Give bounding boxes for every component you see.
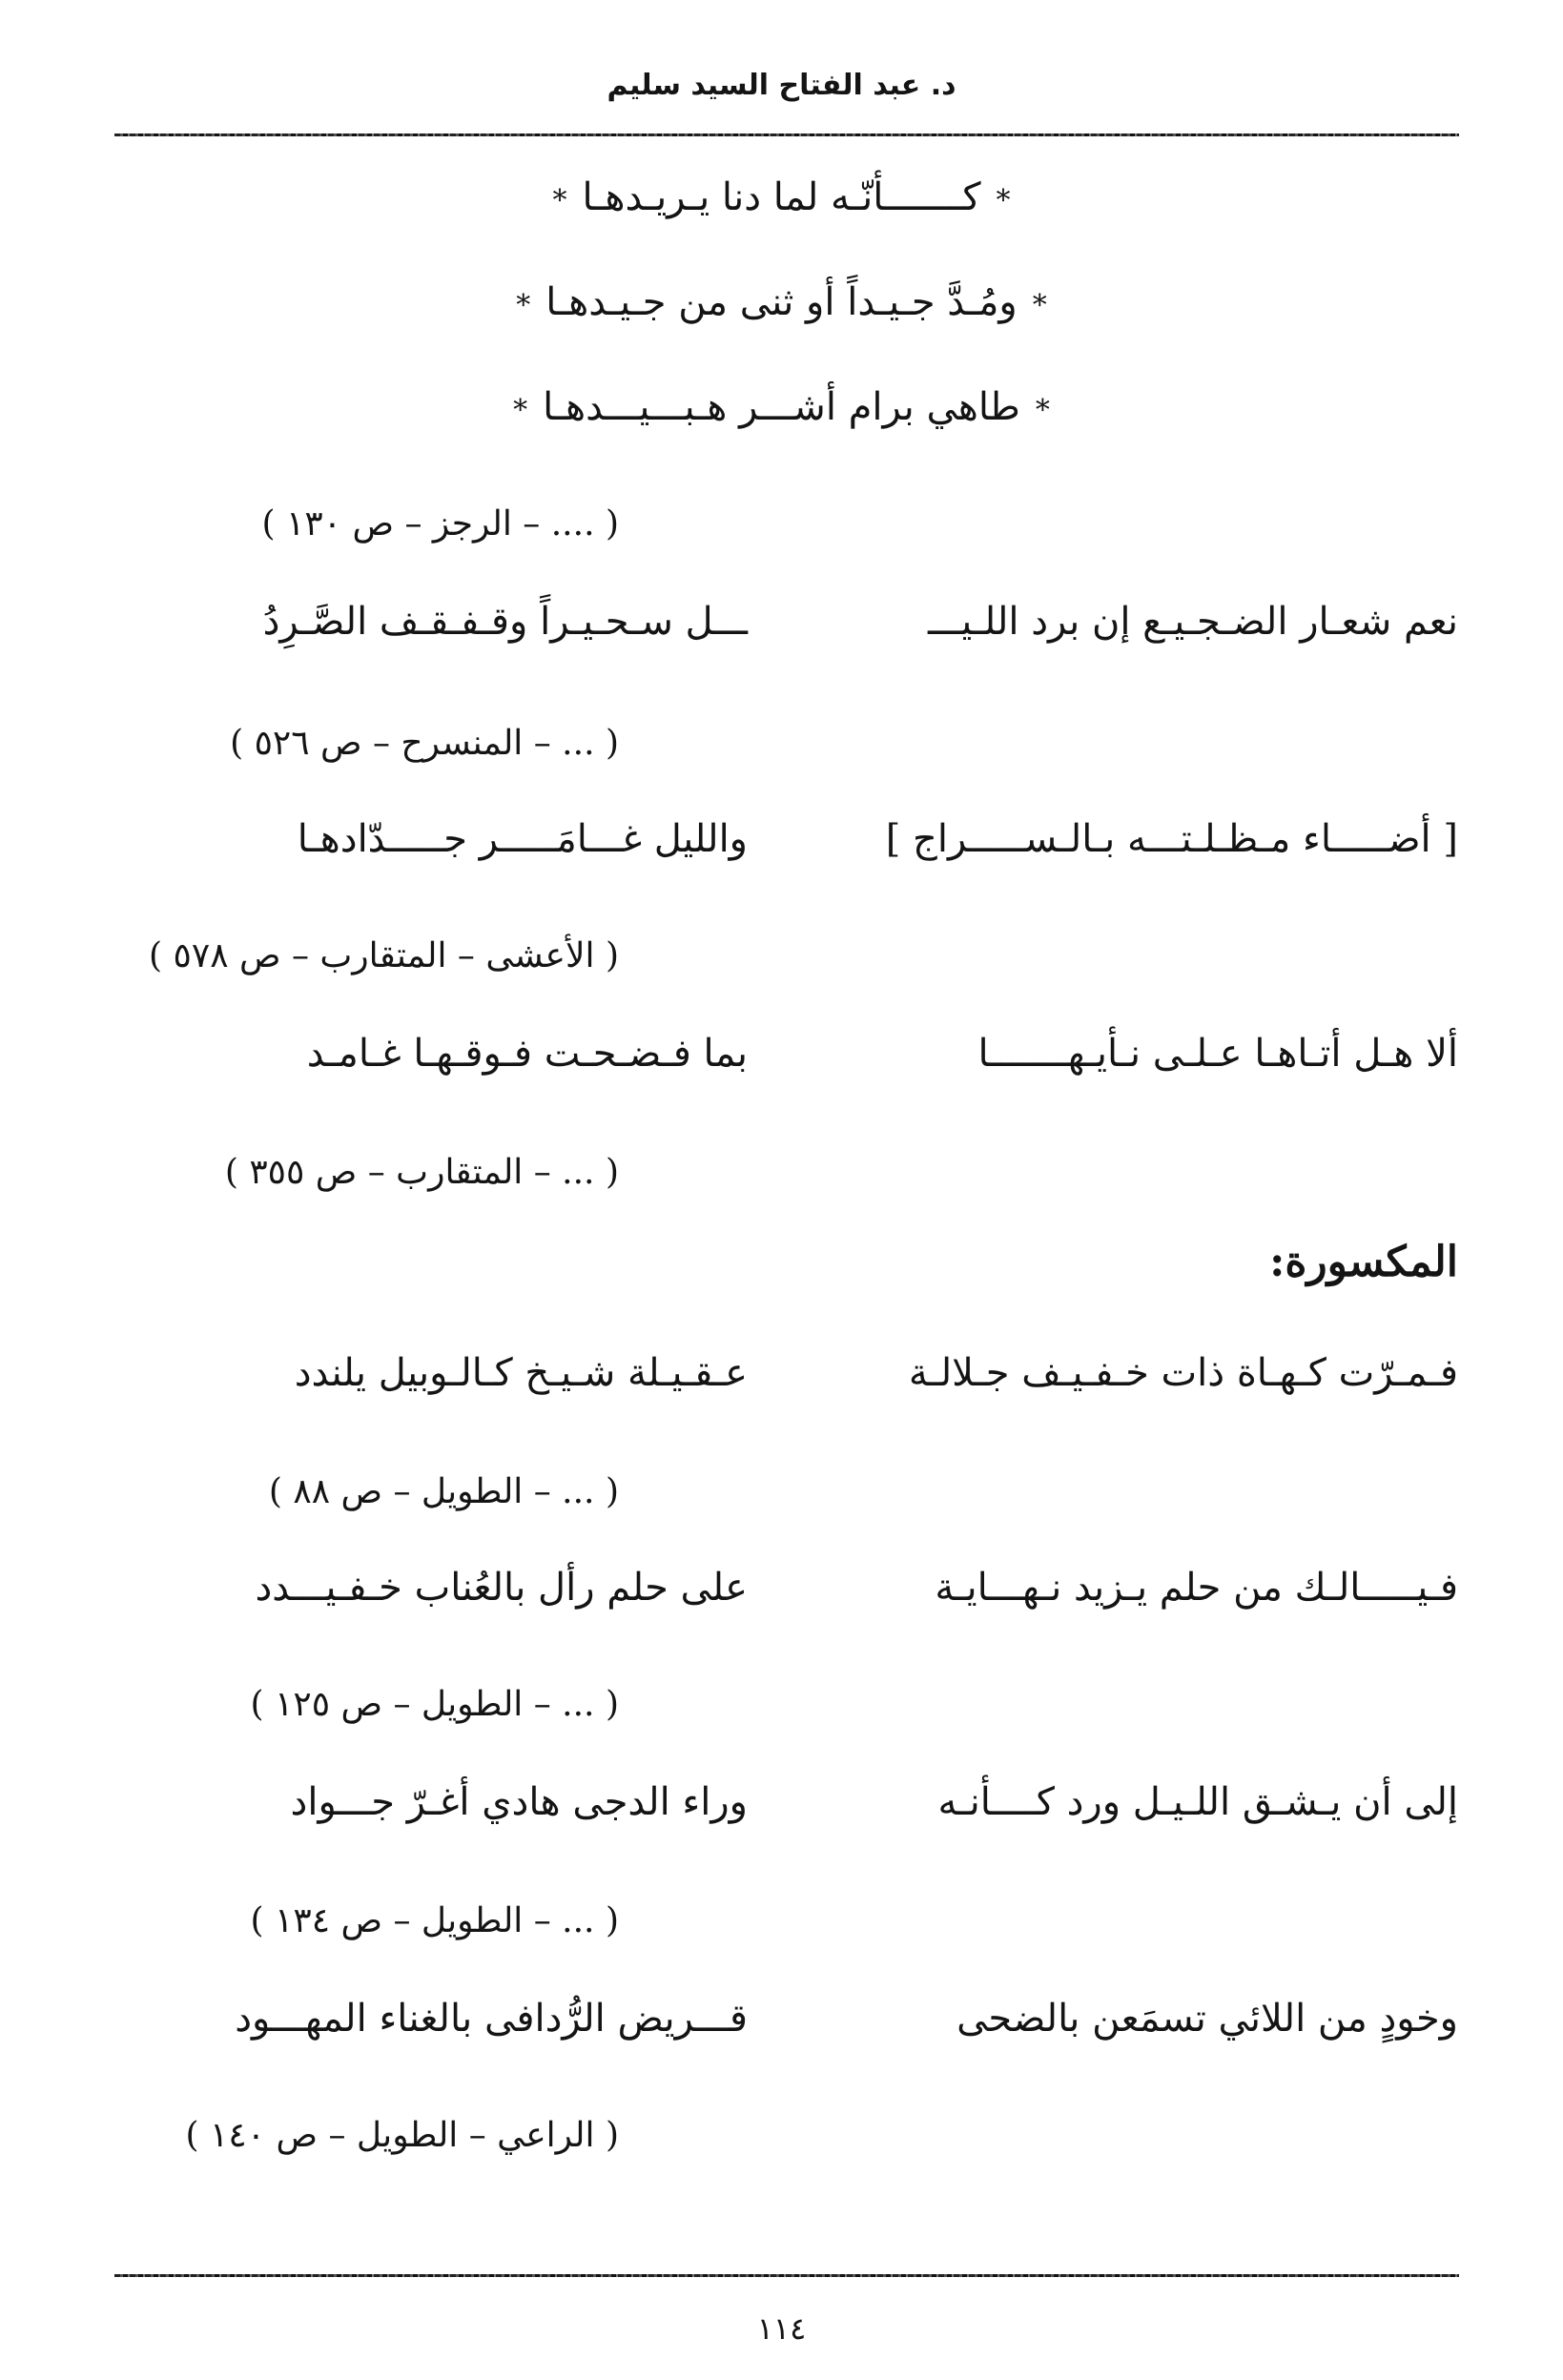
verse-first-hemistich: فـمـرّت كـهـاة ذات خـفـيـف جـلالـة: [908, 1351, 1458, 1395]
verse-second-hemistich: والليل غـــامَـــــر جـــــدّادهـا: [297, 817, 748, 861]
citation: ( الراعي – الطويل – ص ١٤٠ ): [185, 2116, 619, 2155]
header-rule: [114, 133, 1459, 136]
verse-first-hemistich: إلى أن يـشـق اللـيـل ورد كــــأنـه: [937, 1780, 1458, 1824]
star-marker-icon: *: [516, 288, 531, 322]
triplet-line-1: [0, 176, 1563, 218]
running-header-author: د. عبد الفتاح السيد سليم: [607, 69, 956, 102]
verse-second-hemistich: على حلم رأل بالعُناب خـفـيـــدد: [255, 1566, 748, 1610]
verse-first-hemistich: ألا هـل أتـاهـا عـلـى نـأيـهـــــــا: [977, 1032, 1458, 1076]
star-marker-icon: *: [996, 183, 1011, 217]
verse-second-hemistich: قـــريض الرُّدافى بالغناء المهـــود: [235, 1997, 748, 2041]
verse-first-hemistich: نعم شعـار الضـجـيـع إن برد اللـيـــ: [928, 600, 1458, 644]
star-marker-icon: *: [513, 393, 528, 427]
star-marker-icon: *: [552, 183, 567, 217]
triplet-line-3: [0, 386, 1563, 428]
verse-first-hemistich: فـيـــــالـك من حلم يـزيد نـهـــايـة: [935, 1566, 1458, 1610]
citation: ( ... – المتقارب – ص ٣٥٥ ): [224, 1153, 619, 1192]
triplet-text: ومُـدَّ جـيـداً أو ثنى من جـيـدهـا: [545, 280, 1018, 324]
star-marker-icon: *: [1032, 288, 1047, 322]
footer-rule: [114, 2274, 1459, 2277]
verse-second-hemistich: ـــل سـحـيـراً وقـفـقـف الصَّـرِدُ: [262, 600, 748, 644]
section-heading: المكسورة:: [1269, 1238, 1458, 1286]
verse-second-hemistich: بما فـضـحـت فـوقـهـا غـامـد: [306, 1032, 748, 1076]
triplet-text: طاهي برام أشـــر هـبـــيـــدهـا: [543, 385, 1020, 429]
verse-first-hemistich: [ أضـــــاء مـظـلـتـــه بـالـســـــراج ]: [885, 817, 1458, 861]
verse-second-hemistich: وراء الدجى هادي أغـرّ جـــواد: [290, 1780, 748, 1824]
citation: ( الأعشى – المتقارب – ص ٥٧٨ ): [149, 936, 619, 975]
citation: ( ... – الطويل – ص ١٢٥ ): [250, 1685, 619, 1724]
citation: ( ... – المنسرح – ص ٥٢٦ ): [230, 724, 619, 763]
citation: ( ... – الطويل – ص ٨٨ ): [268, 1472, 619, 1511]
triplet-line-2: [0, 281, 1563, 323]
page-number: ١١٤: [756, 2310, 807, 2347]
citation: ( ... – الطويل – ص ١٣٤ ): [250, 1901, 619, 1940]
citation: ( .... – الرجز – ص ١٣٠ ): [261, 504, 619, 544]
star-marker-icon: *: [1035, 393, 1050, 427]
triplet-text: كـــــــأنّـه لما دنا يـريـدهـا: [582, 175, 981, 219]
verse-second-hemistich: عـقـيـلة شـيـخ كـالـوبيل يلندد: [294, 1351, 748, 1395]
verse-first-hemistich: وخودٍ من اللائي تسمَعن بالضحى: [956, 1997, 1458, 2041]
